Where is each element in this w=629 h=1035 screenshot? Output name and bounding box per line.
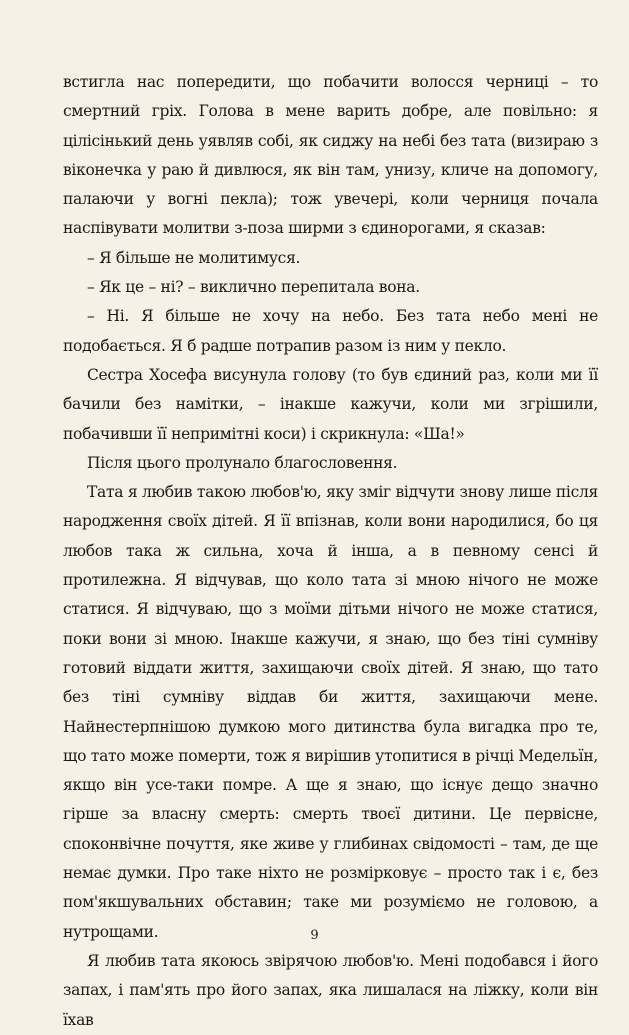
paragraph: встигла нас попередити, що побачити волосся черниці – то смертний гріх. Голова в мене варить добре, але повільно: я цілісінький день уявляв собі, як сиджу на небі без тата (визираю з віконечка у раю й дивлюся, як він там, унизу, кличе на допомогу, палаючи у вогні пекла); тож увечері, коли черниця почала наспівувати молитви з-поза ширми з єдинорогами, я сказав:	[63, 73, 598, 238]
paragraph: – Ні. Я більше не хочу на небо. Без тата небо мені не подобається. Я б радше потрапив разом із ним у пекло.	[63, 307, 598, 355]
page-number: 9	[310, 928, 319, 943]
paragraph: Сестра Хосефа висунула голову (то був єдиний раз, коли ми її бачили без намітки, – інакше кажучи, коли ми згрішили, побачивши її непримітні коси) і скрикнула: «Ша!»	[63, 365, 598, 443]
paragraph: – Як це – ні? – виклично перепитала вона.	[87, 278, 420, 297]
paragraph: Я любив тата якоюсь звірячою любов'ю. Мені подобався і його запах, і пам'ять про його запах, яка лишалася на ліжку, коли він їхав	[63, 951, 598, 1029]
paragraph: Після цього пролунало благословення.	[87, 453, 398, 472]
paragraph: Тата я любив такою любов'ю, яку зміг відчути знову лише після народження своїх дітей. Я її впізнав, коли вони народилися, бо ця любов така ж сильна, хоча й інша, а в певному сенсі й протилежна. Я відчував, що коло тата зі мною нічого не може статися. Я відчуваю, що з моїми дітьми нічого не може статися, поки вони зі мною. Інакше кажучи, я знаю, що без тіні сумніву готовий віддати життя, захищаючи своїх дітей. Я знаю, що тато без тіні сумніву віддав би життя, захищаючи мене. Найнестерпнішою думкою мого дитинства була вигадка про те, що тато може померти, тож я вирішив утопитися в річці Медельїн, якщо він усе-таки помре. А ще я знаю, що існує дещо значно гірше за власну смерть: смерть твоєї дитини. Це первісне, споконвічне почуття, яке живе у глибинах свідомості – там, де ще немає думки. Про таке ніхто не розмірковує – просто так і є, без пом'якшувальних обставин; таке ми розуміємо не головою, а нутрощами.	[63, 483, 598, 941]
paragraph: – Я більше не молитимуся.	[87, 248, 301, 267]
body-text	[63, 68, 598, 1035]
